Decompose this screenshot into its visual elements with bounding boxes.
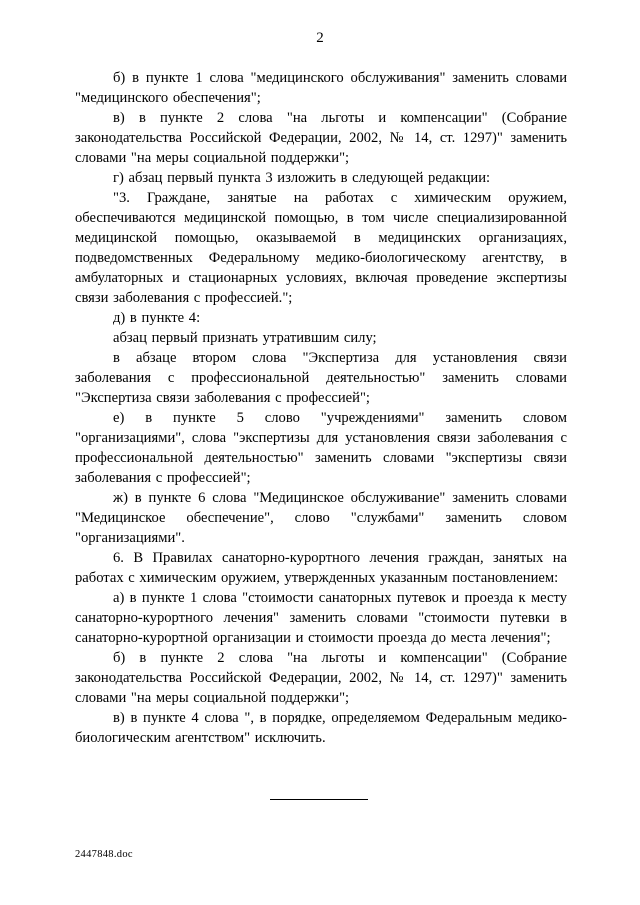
paragraph-subpoint-b2: б) в пункте 2 слова "на льготы и компенсации" (Собрание законодательства Российской Федерации, 2002, № 14, ст. 1297)" заменить словами "на меры социальной поддержки"; [75, 650, 567, 706]
paragraph-abzats-1: абзац первый признать утратившим силу; [113, 330, 377, 346]
footer-filename: 2447848.doc [75, 849, 133, 860]
paragraph-subpoint-v2: в) в пункте 4 слова ", в порядке, определяемом Федеральным медико-биологическим агентством" исключить. [75, 710, 567, 746]
paragraph-point-6: 6. В Правилах санаторно-курортного лечения граждан, занятых на работах с химическим оружием, утвержденных указанным постановлением: [75, 550, 567, 586]
paragraph-subpoint-e: е) в пункте 5 слово "учреждениями" заменить словом "организациями", слова "экспертизы для установления связи заболевания с профессиональной деятельностью" заменить словами "экспертизы связи заболевания с профессией"; [75, 410, 567, 486]
paragraph-subpoint-b: б) в пункте 1 слова "медицинского обслуживания" заменить словами "медицинского обеспечения"; [75, 70, 567, 106]
paragraph-subpoint-g: г) абзац первый пункта 3 изложить в следующей редакции: [113, 170, 491, 186]
page-number: 2 [316, 30, 324, 46]
paragraph-subpoint-v: в) в пункте 2 слова "на льготы и компенсации" (Собрание законодательства Российской Федерации, 2002, № 14, ст. 1297)" заменить словами "на меры социальной поддержки"; [75, 110, 567, 166]
paragraph-subpoint-zh: ж) в пункте 6 слова "Медицинское обслуживание" заменить словами "Медицинское обеспечение", слово "службами" заменить словом "организациями". [75, 490, 567, 546]
paragraph-abzats-2: в абзаце втором слова "Экспертиза для установления связи заболевания с профессиональной деятельностью" заменить словами "Экспертиза связи заболевания с профессией"; [75, 350, 567, 406]
document-body [75, 68, 567, 748]
paragraph-subpoint-d: д) в пункте 4: [113, 310, 201, 326]
paragraph-subpoint-a2: а) в пункте 1 слова "стоимости санаторных путевок и проезда к месту санаторно-курортного лечения" заменить словами "стоимости путевки в санаторно-курортной организации и стоимости проезда до места лечения"; [75, 590, 567, 646]
paragraph-quoted-clause-3: "3. Граждане, занятые на работах с химическим оружием, обеспечиваются медицинской помощью, в том числе специализированной медицинской помощью, оказываемой в медицинских организациях, подведомственных Федеральному медико-биологическому агентству, в амбулаторных и стационарных условиях, включая проведение экспертизы связи заболевания с профессией."; [75, 190, 567, 306]
signature-divider-line [270, 799, 368, 800]
